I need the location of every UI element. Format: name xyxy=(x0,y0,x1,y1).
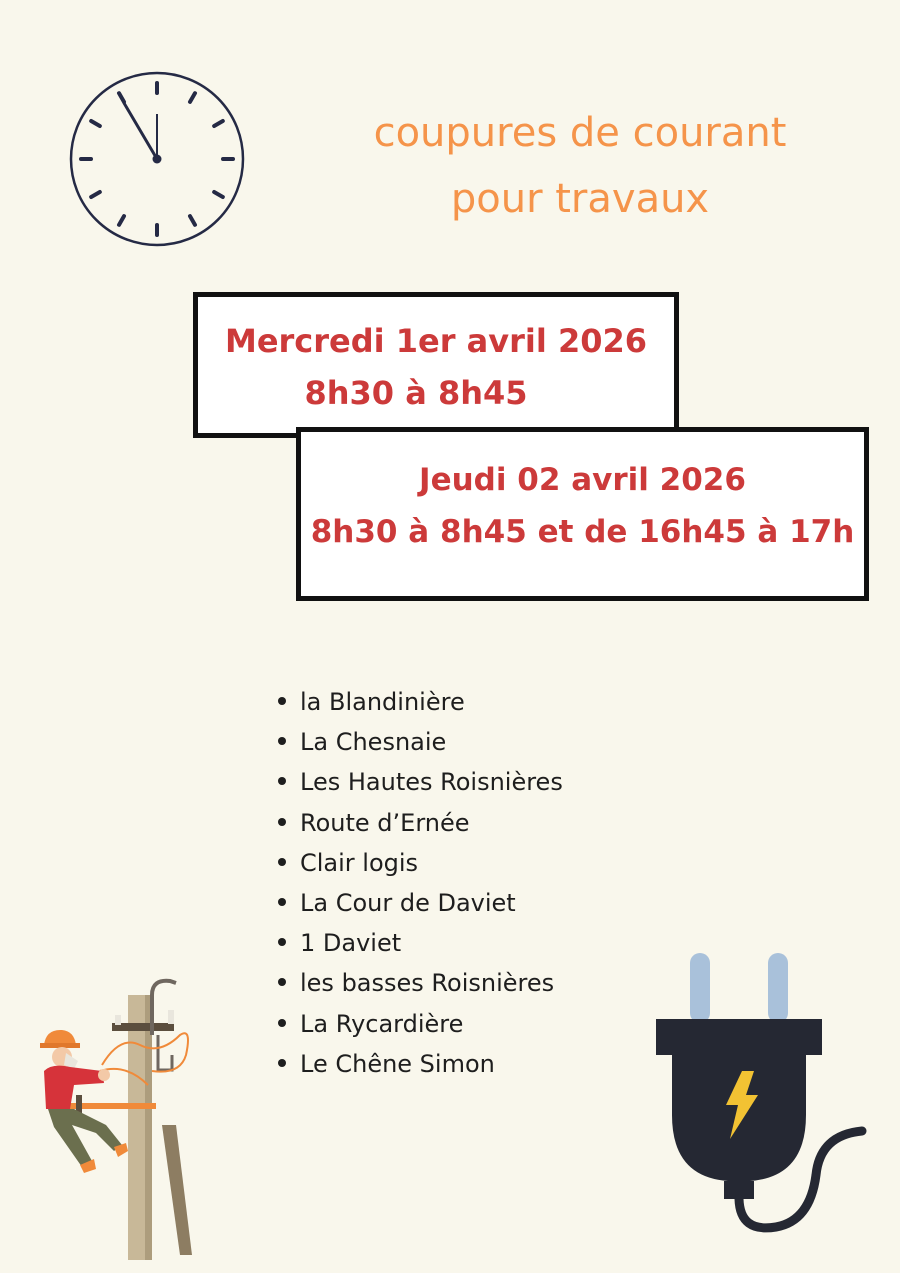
schedule-hours: 8h30 à 8h45 xyxy=(304,374,528,412)
clock-tick xyxy=(214,121,223,126)
affected-places-list xyxy=(272,682,563,1084)
schedule-box-thursday xyxy=(296,427,869,601)
schedule-hours: 8h30 à 8h45 et de 16h45 à 17h xyxy=(310,514,855,550)
schedule-box-wednesday xyxy=(193,292,679,438)
schedule-day: Mercredi 1er avril 2026 xyxy=(224,322,648,360)
clock-tick xyxy=(190,216,195,225)
list-item: La Chesnaie xyxy=(272,722,563,762)
list-item: Route d’Ernée xyxy=(272,803,563,843)
list-item: la Blandinière xyxy=(272,682,563,722)
page-title xyxy=(300,100,860,232)
clock-tick xyxy=(190,93,195,102)
clock-tick xyxy=(214,192,223,197)
schedule-day: Jeudi 02 avril 2026 xyxy=(419,462,746,498)
list-item: 1 Daviet xyxy=(272,923,563,963)
title-line-2: pour travaux xyxy=(450,176,710,222)
electrician-illustration xyxy=(30,975,200,1260)
list-item: Les Hautes Roisnières xyxy=(272,762,563,802)
list-item: La Rycardière xyxy=(272,1004,563,1044)
clock-tick xyxy=(91,121,100,126)
list-item: Clair logis xyxy=(272,843,563,883)
clock-tick xyxy=(119,93,124,102)
clock-icon xyxy=(68,70,246,248)
list-item: La Cour de Daviet xyxy=(272,883,563,923)
title-line-1: coupures de courant xyxy=(373,110,787,156)
list-item: Le Chêne Simon xyxy=(272,1044,563,1084)
power-plug-icon xyxy=(650,945,875,1240)
list-item: les basses Roisnières xyxy=(272,963,563,1003)
clock-tick xyxy=(91,192,100,197)
clock-tick xyxy=(119,216,124,225)
